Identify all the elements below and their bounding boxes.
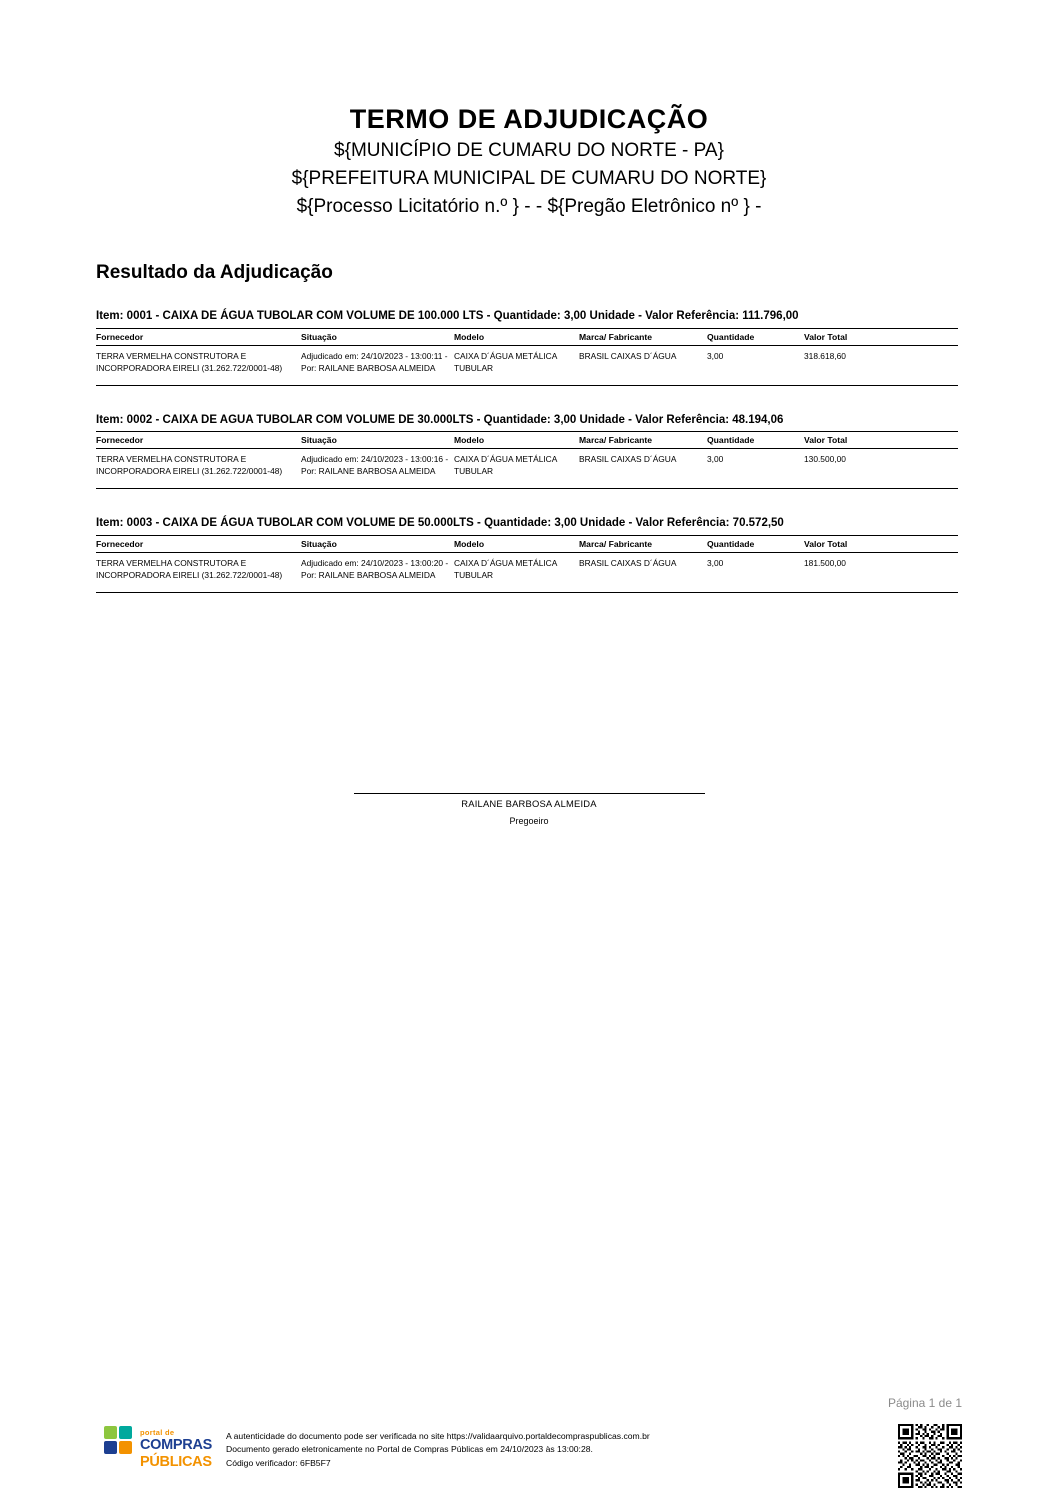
cell-valor-total: 318.618,60 — [804, 345, 958, 385]
cell-fornecedor: TERRA VERMELHA CONSTRUTORA E INCORPORADORA EIRELI (31.262.722/0001-48) — [96, 449, 301, 489]
signature-name: RAILANE BARBOSA ALMEIDA — [461, 798, 597, 809]
item-table — [96, 431, 958, 489]
item-block — [96, 515, 958, 593]
cell-quantidade: 3,00 — [707, 345, 804, 385]
cell-fornecedor: TERRA VERMELHA CONSTRUTORA E INCORPORADORA EIRELI (31.262.722/0001-48) — [96, 345, 301, 385]
column-header-fornecedor: Fornecedor — [96, 328, 301, 345]
table-row — [96, 345, 958, 385]
document-subtitle-line-1: ${MUNICÍPIO DE CUMARU DO NORTE - PA} — [334, 140, 724, 162]
cell-valor-total: 130.500,00 — [804, 449, 958, 489]
logo-publicas-text: PÚBLICAS — [140, 1454, 212, 1470]
column-header-valor-total: Valor Total — [804, 432, 958, 449]
column-header-marca: Marca/ Fabricante — [579, 535, 707, 552]
item-heading: Item: 0001 - CAIXA DE ÁGUA TUBOLAR COM VOLUME DE 100.000 LTS - Quantidade: 3,00 Unidade - Valor Referência: 111.796,00 — [96, 310, 799, 322]
cell-valor-total: 181.500,00 — [804, 552, 958, 592]
item-heading: Item: 0002 - CAIXA DE AGUA TUBOLAR COM VOLUME DE 30.000LTS - Quantidade: 3,00 Unidade - Valor Referência: 48.194,06 — [96, 413, 784, 426]
signature-block — [0, 793, 1058, 826]
qr-code — [898, 1424, 962, 1488]
cell-situacao: Adjudicado em: 24/10/2023 - 13:00:11 - Por: RAILANE BARBOSA ALMEIDA — [301, 345, 454, 385]
footer-text-line-1: A autenticidade do documento pode ser verificada no site https://validaarquivo.portaldecompraspublicas.com.br — [226, 1431, 650, 1441]
column-header-marca: Marca/ Fabricante — [579, 328, 707, 345]
cell-marca: BRASIL CAIXAS D´ÁGUA — [579, 552, 707, 592]
cell-situacao: Adjudicado em: 24/10/2023 - 13:00:20 - Por: RAILANE BARBOSA ALMEIDA — [301, 552, 454, 592]
item-heading: Item: 0003 - CAIXA DE ÁGUA TUBOLAR COM VOLUME DE 50.000LTS - Quantidade: 3,00 Unidade - Valor Referência: 70.572,50 — [96, 517, 784, 530]
document-header — [0, 104, 1058, 219]
column-header-situacao: Situação — [301, 535, 454, 552]
item-block — [96, 308, 958, 386]
item-table — [96, 535, 958, 593]
page-title: TERMO DE ADJUDICAÇÃO — [349, 104, 709, 134]
table-header-row — [96, 535, 958, 552]
item-table — [96, 328, 958, 386]
column-header-modelo: Modelo — [454, 432, 579, 449]
table-header-row — [96, 432, 958, 449]
column-header-quantidade: Quantidade — [707, 432, 804, 449]
cell-modelo: CAIXA D´ÁGUA METÁLICA TUBULAR — [454, 552, 579, 592]
page-number: Página 1 de 1 — [887, 1396, 962, 1410]
footer-text-line-3: Código verificador: 6FB5F7 — [226, 1457, 331, 1468]
footer-verification-text — [226, 1430, 650, 1470]
column-header-quantidade: Quantidade — [707, 328, 804, 345]
footer-text-line-2: Documento gerado eletronicamente no Portal de Compras Públicas em 24/10/2023 às 13:00:28. — [226, 1444, 593, 1455]
cell-fornecedor: TERRA VERMELHA CONSTRUTORA E INCORPORADORA EIRELI (31.262.722/0001-48) — [96, 552, 301, 592]
cell-situacao: Adjudicado em: 24/10/2023 - 13:00:16 - Por: RAILANE BARBOSA ALMEIDA — [301, 449, 454, 489]
cell-marca: BRASIL CAIXAS D´ÁGUA — [579, 345, 707, 385]
cell-modelo: CAIXA D´ÁGUA METÁLICA TUBULAR — [454, 449, 579, 489]
logo-compras-text: COMPRAS — [140, 1437, 213, 1453]
cell-quantidade: 3,00 — [707, 552, 804, 592]
column-header-marca: Marca/ Fabricante — [579, 432, 707, 449]
document-subtitle-line-3: ${Processo Licitatório n.º } - - ${Pregão Eletrônico nº } - — [296, 196, 762, 218]
column-header-modelo: Modelo — [454, 328, 579, 345]
column-header-valor-total: Valor Total — [804, 328, 958, 345]
item-block — [96, 412, 958, 490]
column-header-quantidade: Quantidade — [707, 535, 804, 552]
column-header-fornecedor: Fornecedor — [96, 535, 301, 552]
portal-compras-publicas-logo — [104, 1426, 224, 1478]
results-content — [96, 308, 958, 619]
signature-role: Pregoeiro — [509, 816, 549, 826]
table-header-row — [96, 328, 958, 345]
document-subtitle-line-2: ${PREFEITURA MUNICIPAL DE CUMARU DO NORTE} — [291, 168, 767, 190]
cell-quantidade: 3,00 — [707, 449, 804, 489]
document-footer — [96, 1424, 962, 1488]
section-title: Resultado da Adjudicação — [96, 262, 333, 283]
column-header-modelo: Modelo — [454, 535, 579, 552]
table-row — [96, 552, 958, 592]
logo-top-text: portal de — [140, 1428, 175, 1437]
table-row — [96, 449, 958, 489]
signature-line — [354, 793, 705, 794]
cell-marca: BRASIL CAIXAS D´ÁGUA — [579, 449, 707, 489]
column-header-situacao: Situação — [301, 432, 454, 449]
column-header-situacao: Situação — [301, 328, 454, 345]
column-header-fornecedor: Fornecedor — [96, 432, 301, 449]
cell-modelo: CAIXA D´ÁGUA METÁLICA TUBULAR — [454, 345, 579, 385]
column-header-valor-total: Valor Total — [804, 535, 958, 552]
